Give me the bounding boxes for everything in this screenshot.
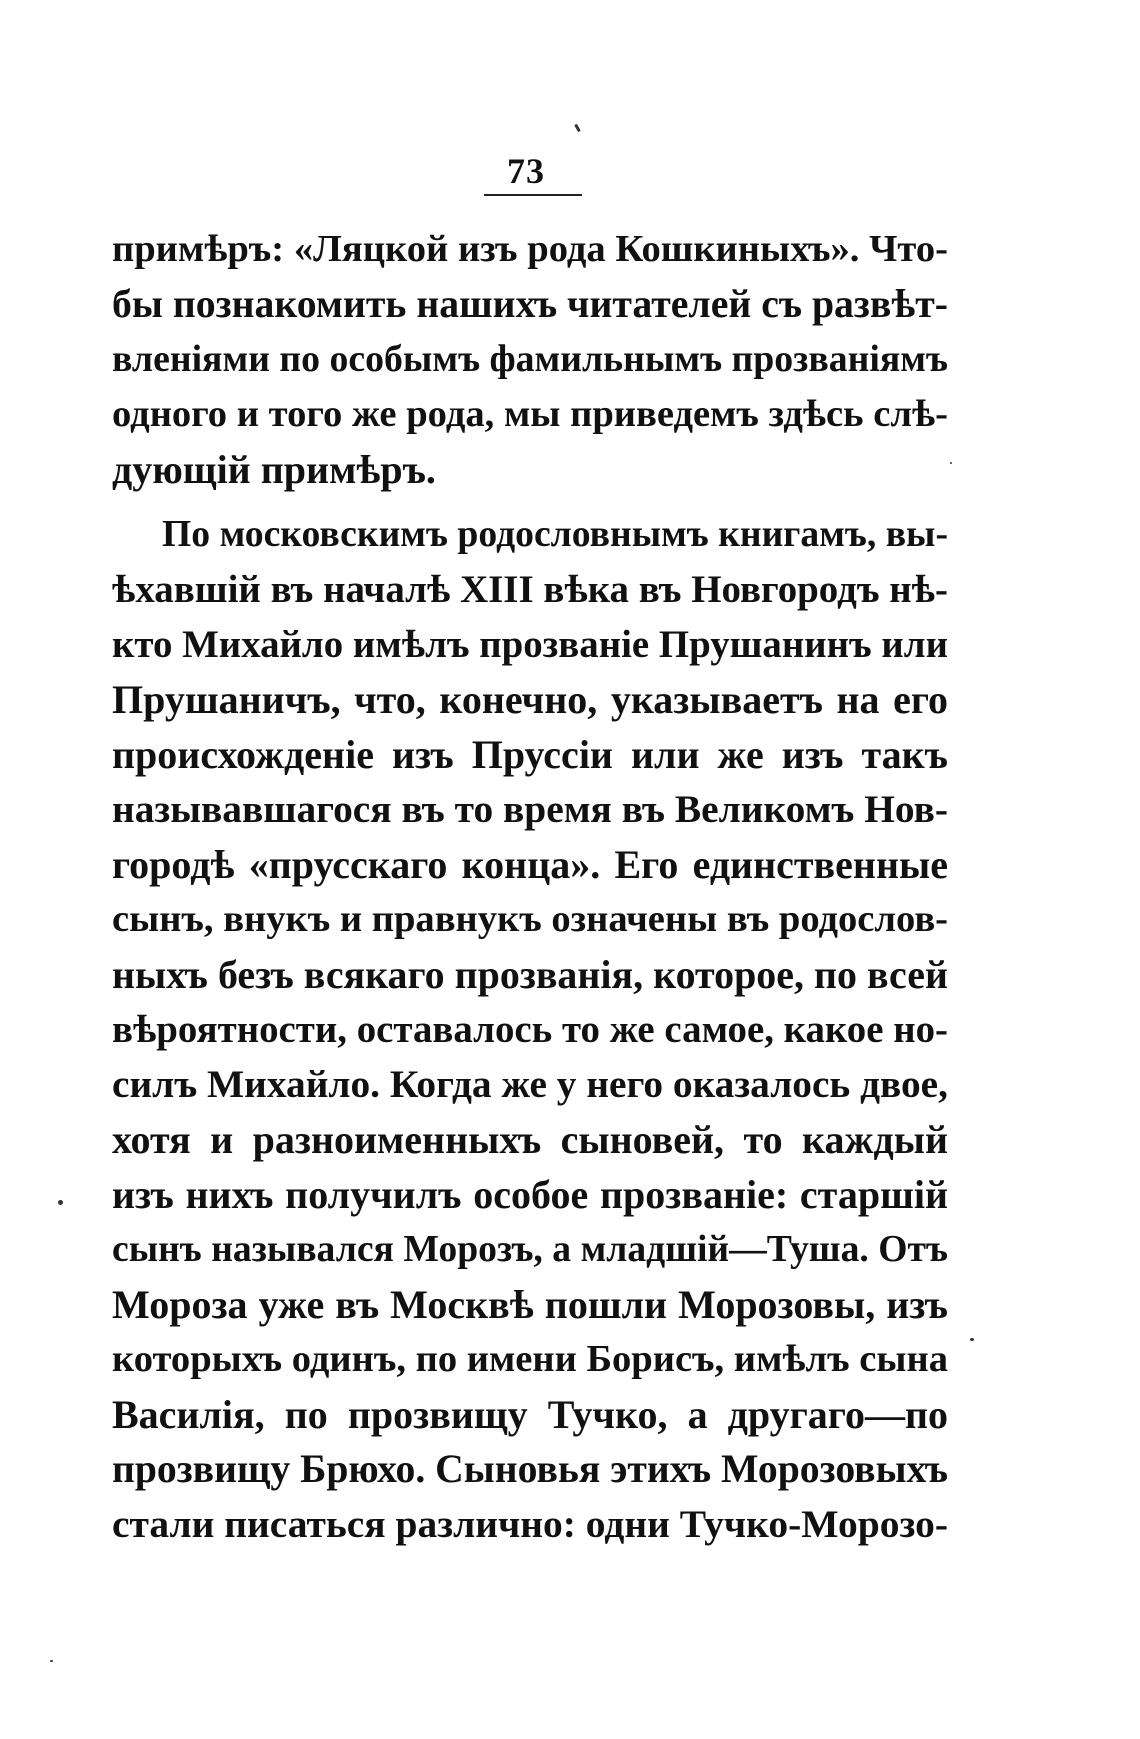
text-line: называвшагося въ то время въ Великомъ Нов- (112, 787, 948, 831)
text-line: прозвищу Брюхо. Сыновья этихъ Морозовыхъ (112, 1447, 948, 1491)
text-line: дующій примѣръ. (112, 447, 436, 492)
text-line: изъ нихъ получилъ особое прозваніе: старшій (112, 1172, 948, 1217)
paragraph (112, 507, 948, 1552)
text-line: ѣхавшій въ началѣ XIII вѣка въ Новгородъ нѣ- (112, 568, 948, 611)
text-line: Прушаничъ, что, конечно, указываетъ на его (112, 677, 948, 722)
text-line: стали писаться различно: одни Тучко-Морозо- (112, 1502, 948, 1546)
page-number: 73 (507, 151, 545, 191)
text-line: силъ Михайло. Когда же у него оказалось двое, (112, 1062, 948, 1106)
paragraph (112, 222, 948, 497)
text-line: примѣръ: «Ляцкой изъ рода Кошкиныхъ». Что- (112, 228, 948, 270)
scan-speck (950, 462, 952, 464)
text-line: вѣроятности, оставалось то же самое, какое но- (112, 1008, 948, 1051)
text-line: происхожденіе изъ Пруссіи или же изъ такъ (112, 732, 948, 777)
text-line: кто Михайло имѣлъ прозваніе Прушанинъ или (112, 623, 948, 666)
scan-speck (574, 124, 581, 132)
body-text (112, 222, 948, 1552)
scan-speck (50, 1660, 53, 1662)
text-line: которыхъ одинъ, по имени Борисъ, имѣлъ сына (112, 1338, 948, 1380)
text-line: Мороза уже въ Москвѣ пошли Морозовы, изъ (112, 1282, 948, 1327)
page-number-rule (484, 194, 582, 196)
text-line: хотя и разноименныхъ сыновей, то каждый (112, 1117, 948, 1162)
text-line: Василія, по прозвищу Тучко, а другаго—по (112, 1392, 948, 1437)
text-line: сынъ назывался Морозъ, а младшій—Туша. Отъ (112, 1228, 948, 1270)
text-line: вленіями по особымъ фамильнымъ прозваніямъ (112, 338, 948, 380)
scan-speck (58, 1200, 63, 1205)
text-line: бы познакомить нашихъ читателей съ развѣт- (112, 282, 948, 326)
paragraph-gap (112, 497, 948, 507)
scan-speck (970, 1338, 974, 1341)
text-line: По московскимъ родословнымъ книгамъ, вы- (162, 513, 948, 555)
text-line: городѣ «прусскаго конца». Его единственные (112, 842, 948, 887)
text-line: одного и того же рода, мы приведемъ здѣсь слѣ- (112, 393, 948, 435)
text-line: ныхъ безъ всякаго прозванія, которое, по всей (112, 952, 948, 997)
text-line: сынъ, внукъ и правнукъ означены въ родослов- (112, 898, 948, 940)
